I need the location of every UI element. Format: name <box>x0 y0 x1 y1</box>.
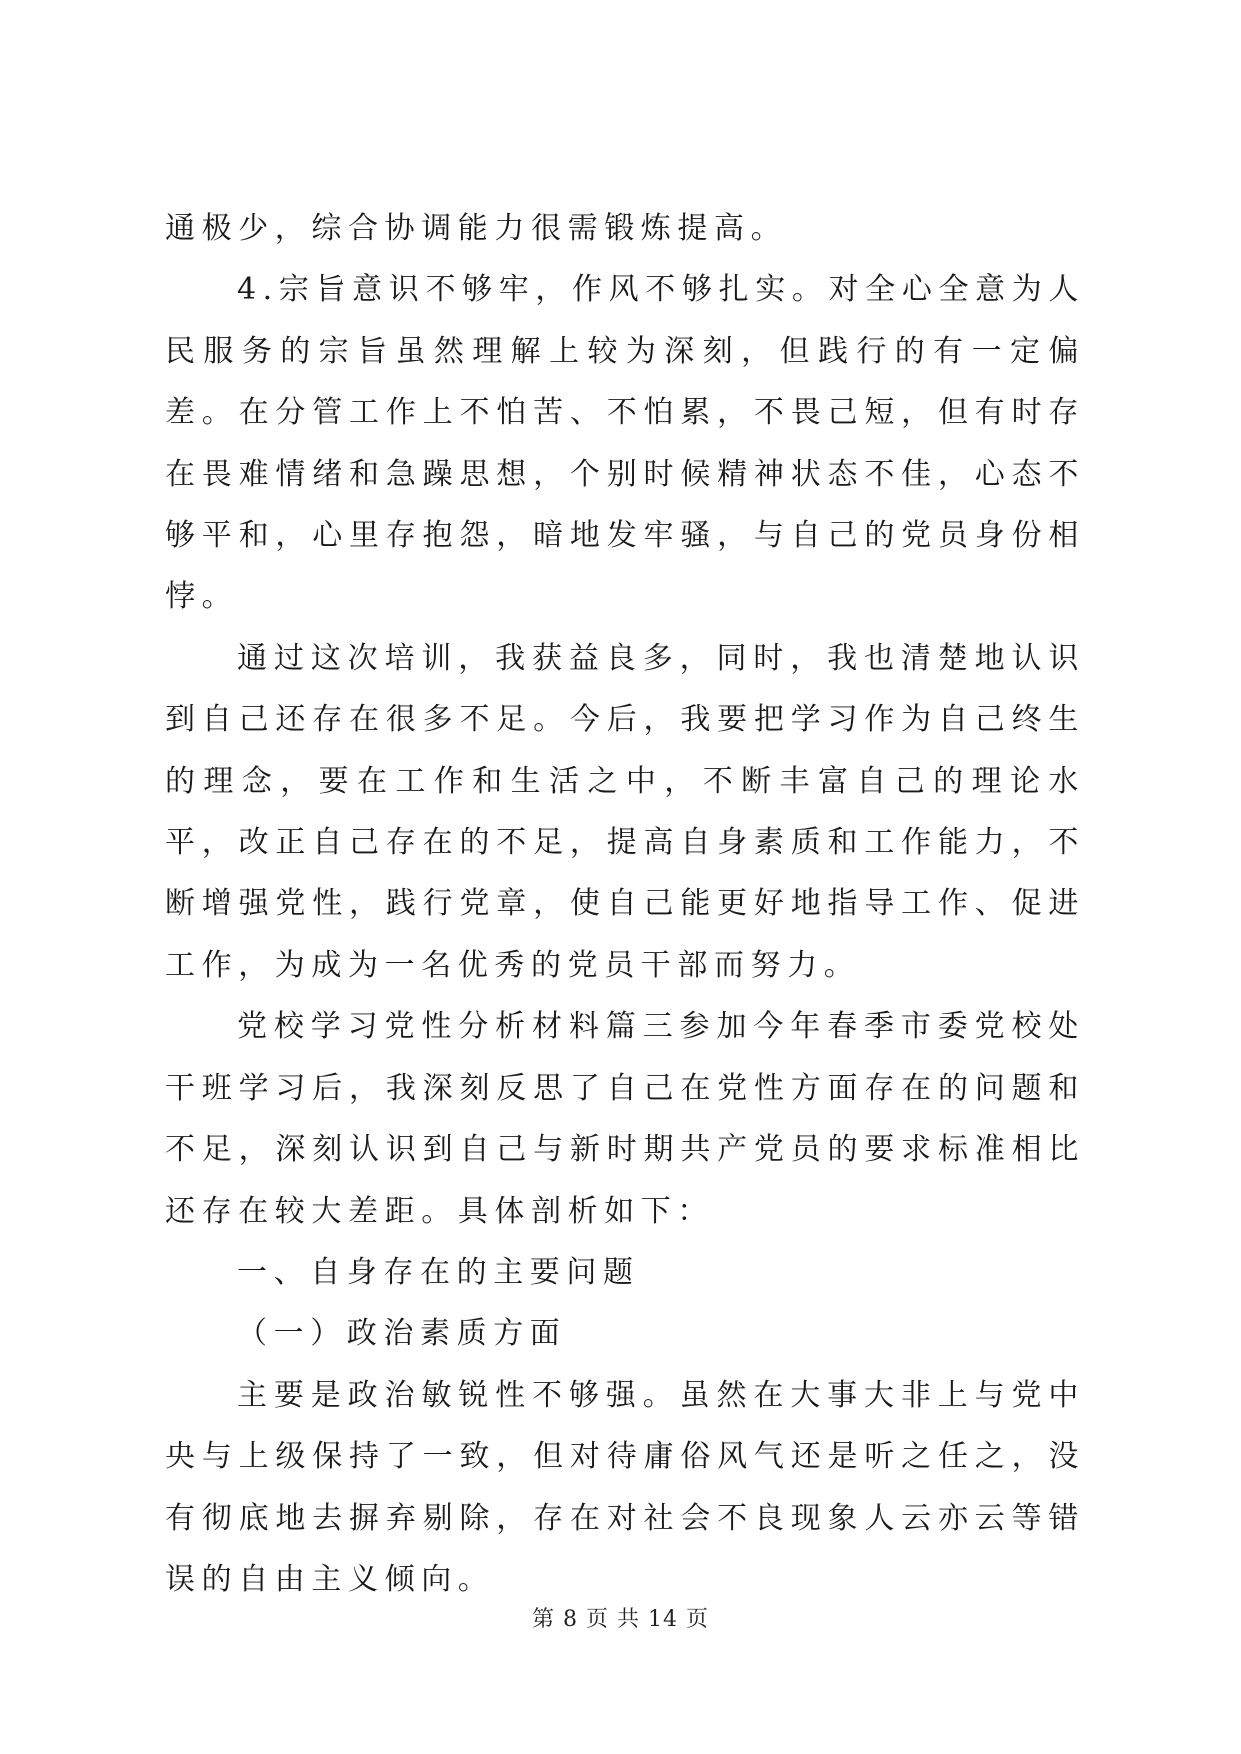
paragraph-part-three-intro: 党校学习党性分析材料篇三参加今年春季市委党校处干班学习后，我深刻反思了自己在党性方面存在的问题和不足，深刻认识到自己与新时期共产党员的要求标准相比还存在较大差距。具体剖析如下： <box>165 1009 1085 1229</box>
document-body <box>165 198 1085 1610</box>
paragraph-political-sensitivity: 主要是政治敏锐性不够强。虽然在大事大非上与党中央与上级保持了一致，但对待庸俗风气还是听之任之，没有彻底地去摒弃剔除，存在对社会不良现象人云亦云等错误的自由主义倾向。 <box>165 1377 1085 1597</box>
subsection-heading-political-quality: （一）政治素质方面 <box>237 1316 567 1352</box>
paragraph-training-reflection: 通过这次培训，我获益良多，同时，我也清楚地认识到自己还存在很多不足。今后，我要把学习作为自己终生的理念，要在工作和生活之中，不断丰富自己的理论水平，改正自己存在的不足，提高自身素质和工作能力，不断增强党性，践行党章，使自己能更好地指导工作、促进工作，为成为一名优秀的党员干部而努力。 <box>165 640 1085 983</box>
section-heading-main-problems: 一、自身存在的主要问题 <box>237 1254 640 1290</box>
paragraph-item-4: 4.宗旨意识不够牢，作风不够扎实。对全心全意为人民服务的宗旨虽然理解上较为深刻，但践行的有一定偏差。在分管工作上不怕苦、不怕累，不畏己短，但有时存在畏难情绪和急躁思想，个别时候精神状态不佳，心态不够平和，心里存抱怨，暗地发牢骚，与自己的党员身份相悖。 <box>165 272 1085 615</box>
page-number-footer: 第 8 页 共 14 页 <box>532 1607 709 1632</box>
paragraph-continuation: 通极少，综合协调能力很需锻炼提高。 <box>165 211 788 246</box>
